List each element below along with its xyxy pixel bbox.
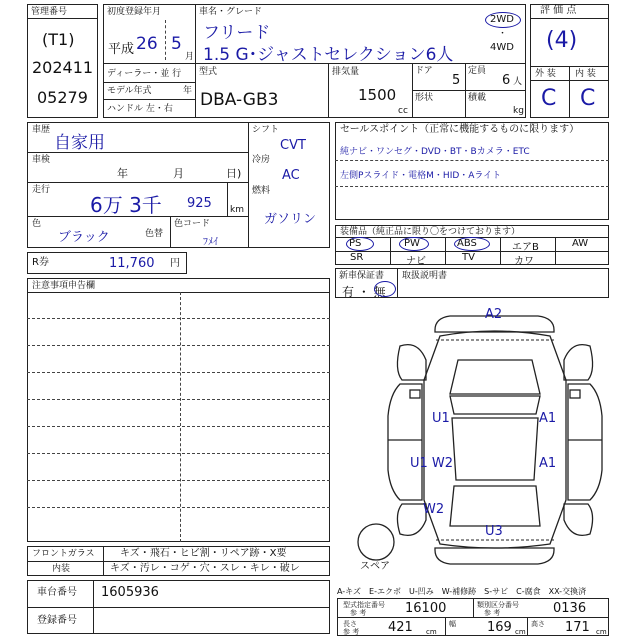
mgmt-label: 管理番号 — [31, 7, 68, 17]
recycle-value: 11,760 — [109, 256, 155, 271]
displacement-label: 排気量 — [332, 67, 360, 77]
equipment-label: 装備品（純正品に限り〇をつけております） — [340, 227, 521, 237]
spec-height-unit: cm — [596, 628, 607, 636]
spec-len-sub: 参 考 — [343, 628, 360, 636]
equip-tv: TV — [462, 252, 475, 263]
spec-type-label: 型式指定番号 — [343, 601, 385, 609]
ac-value: AC — [282, 168, 300, 183]
score-label: 評 価 点 — [540, 5, 577, 16]
load-label: 積載 — [468, 93, 487, 103]
usage-value: 自家用 — [54, 133, 105, 153]
reg-year: 26 — [136, 34, 158, 54]
score-int-value: C — [580, 86, 596, 111]
mileage-value: 6万 3千 — [90, 193, 162, 217]
model-label: 型式 — [199, 67, 218, 77]
recycle-box — [27, 252, 187, 274]
mileage-small: 925 — [187, 196, 212, 211]
equip-ps: PS — [349, 238, 362, 249]
model-value: DBA-GB3 — [200, 90, 279, 110]
mgmt-line1: (T1) — [42, 30, 75, 49]
shaken-day-unit: 日) — [226, 167, 242, 180]
displacement-value: 1500 — [358, 86, 397, 104]
spec-class-label: 類別区分番号 — [477, 601, 519, 609]
spec-type-sub: 参 考 — [350, 609, 367, 617]
mgmt-line3: 05279 — [37, 88, 88, 107]
doors-value: 5 — [452, 73, 461, 88]
spec-height-value: 171 — [565, 620, 590, 635]
ac-label: 冷房 — [252, 155, 271, 165]
notes-label: 注意事項申告欄 — [32, 281, 96, 291]
warranty-circle — [374, 281, 396, 297]
shaken-label: 車検 — [32, 155, 51, 165]
damage-u3: U3 — [485, 524, 503, 539]
equip-airbag: エアB — [512, 242, 539, 253]
equip-navi: ナビ — [406, 256, 426, 267]
score-ext-value: C — [541, 86, 557, 111]
spec-class-sub: 参 考 — [484, 609, 501, 617]
color-code-label: 色コード — [174, 219, 211, 229]
reg-month: 5 — [171, 34, 182, 54]
equip-abs: ABS — [457, 238, 477, 249]
spec-len-label: 長さ — [343, 620, 357, 628]
damage-u1w2: U1 W2 — [410, 456, 454, 471]
load-unit: kg — [513, 106, 524, 116]
warranty-value: 有 ・ 無 — [342, 285, 386, 299]
mileage-label: 走行 — [32, 185, 51, 195]
drive-dot: ・ — [498, 29, 508, 39]
displacement-unit: cc — [398, 106, 408, 116]
spec-width-unit: cm — [515, 628, 526, 636]
dealer-label: ディーラー・並 行 — [107, 69, 182, 79]
fuel-label: 燃料 — [252, 186, 271, 196]
sales-points-line1: 純ナビ・ワンセグ・DVD・BT・Bカメラ・ETC — [340, 147, 530, 157]
spec-class-value: 0136 — [553, 601, 587, 616]
fuel-value: ガソリン — [264, 212, 317, 227]
warranty-label: 新車保証書 — [339, 271, 385, 281]
shape-label: 形状 — [415, 93, 434, 103]
interior-label: 内装 — [52, 564, 71, 574]
drive-4wd: 4WD — [490, 42, 514, 53]
capacity-value: 6 — [502, 73, 511, 88]
registration-label: 登録番号 — [37, 615, 77, 626]
damage-w2: W2 — [423, 502, 445, 517]
mgmt-line2: 202411 — [32, 58, 94, 77]
color-code-value: ﾌﾒｲ — [203, 237, 218, 248]
shaken-month-unit: 月 — [173, 167, 184, 180]
color-inspect-label: 色替 — [145, 229, 164, 239]
reg-label: 初度登録年月 — [107, 7, 162, 17]
spec-len-unit: cm — [426, 628, 437, 636]
front-glass-label: フロントガラス — [32, 549, 95, 559]
damage-legend: A-キズ E-エクボ U-凹み W-補修跡 S-サビ C-腐食 XX-交換済 — [337, 587, 587, 596]
equip-sr: SR — [350, 252, 364, 263]
capacity-unit: 人 — [513, 77, 523, 87]
manual-label: 取扱説明書 — [402, 271, 448, 281]
score-ext-label: 外 装 — [535, 69, 556, 79]
sales-points-label: セールスポイント（正常に機能するものに限ります） — [340, 124, 580, 135]
chassis-value: 1605936 — [101, 585, 159, 600]
damage-a2: A2 — [485, 307, 503, 322]
damage-a1-right-bottom: A1 — [539, 456, 557, 471]
recycle-unit: 円 — [170, 258, 180, 269]
shift-label: シフト — [252, 125, 280, 135]
model-year-label: モデル年式 — [107, 86, 152, 96]
recycle-label: R券 — [32, 257, 49, 268]
sales-points-line2: 左側Pスライド・電格M・HID・Aライト — [340, 171, 502, 181]
handle-label: ハンドル 左・右 — [107, 104, 173, 114]
chassis-label: 車台番号 — [37, 587, 77, 598]
damage-u1-left: U1 — [432, 411, 450, 426]
spare-label: スペア — [360, 561, 390, 572]
doors-label: ドア — [415, 66, 433, 76]
shaken-year-unit: 年 — [117, 167, 128, 180]
damage-a1-right-top: A1 — [539, 411, 557, 426]
color-value: ブラック — [58, 230, 110, 245]
score-int-label: 内 装 — [575, 69, 596, 79]
reg-month-unit: 月 — [185, 52, 195, 62]
car-name: フリード — [203, 23, 271, 43]
shift-value: CVT — [280, 138, 306, 153]
car-damage-diagram — [340, 300, 610, 570]
usage-label: 車歴 — [32, 125, 51, 135]
model-year-unit: 年 — [183, 86, 193, 96]
front-glass-text: キズ・飛石・ヒビ割・リペア跡・X要 — [120, 548, 287, 559]
capacity-label: 定員 — [468, 66, 487, 76]
car-grade: 1.5 G･ジャストセレクション6人 — [203, 45, 454, 65]
car-label: 車名・グレード — [199, 7, 263, 17]
spec-width-label: 幅 — [449, 620, 456, 628]
equip-pw: PW — [404, 238, 420, 249]
equip-leather: カワ — [514, 256, 534, 267]
spec-width-value: 169 — [487, 620, 512, 635]
equip-aw: AW — [572, 238, 589, 249]
spec-height-label: 高さ — [531, 620, 545, 628]
mileage-unit: km — [230, 205, 244, 215]
spec-type-value: 16100 — [405, 601, 447, 616]
reg-era: 平成 — [108, 42, 135, 57]
interior-text: キズ・汚レ・コゲ・穴・スレ・キレ・破レ — [110, 563, 300, 574]
drive-2wd: 2WD — [490, 14, 514, 25]
score-value: (4) — [546, 28, 578, 53]
spec-len-value: 421 — [388, 620, 413, 635]
color-label: 色 — [32, 219, 42, 229]
